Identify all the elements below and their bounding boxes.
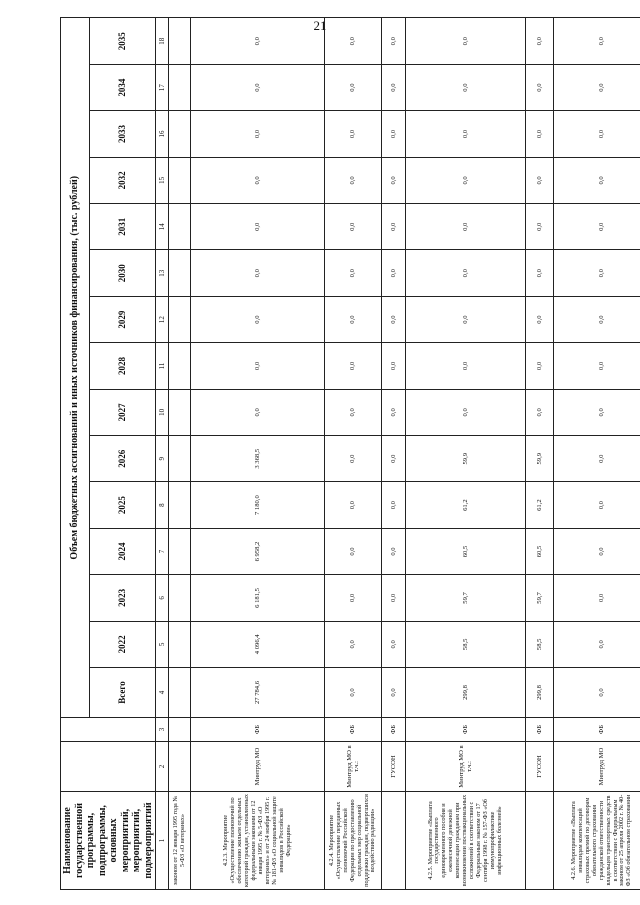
value-cell: 0,0 [382,296,406,342]
value-cell [169,389,191,435]
value-cell: 0,0 [406,250,526,296]
value-cell: 0,0 [325,111,382,157]
value-cell: 0,0 [325,296,382,342]
value-cell: 0,0 [526,18,554,64]
row-responsible-cell: ГУСОН [382,742,406,792]
value-cell: 0,0 [382,575,406,621]
row-name-cell [382,792,406,890]
value-cell: 0,0 [191,18,325,64]
value-cell: 0,0 [554,296,640,342]
row-source-cell: ФБ [406,718,526,742]
header-year: 2023 [89,575,155,621]
value-cell: 0,0 [382,111,406,157]
value-cell: 0,0 [325,157,382,203]
value-cell: 58,5 [406,621,526,667]
row-responsible-cell: Минтруд МО [191,742,325,792]
value-cell: 0,0 [406,157,526,203]
row-source-cell: ФБ [325,718,382,742]
value-cell: 0,0 [406,111,526,157]
value-cell: 0,0 [325,389,382,435]
value-cell: 0,0 [554,64,640,110]
table-row [191,18,325,890]
financing-table-container [60,18,633,890]
value-cell: 0,0 [554,482,640,528]
value-cell [169,621,191,667]
page-number: 21 [313,18,327,33]
row-responsible-cell: Минтруд МО в т.ч.: [325,742,382,792]
value-cell: 0,0 [325,204,382,250]
value-cell: 0,0 [191,157,325,203]
value-cell: 0,0 [382,250,406,296]
header-total: Всего [89,668,155,718]
column-number: 5 [156,621,169,667]
value-cell: 61,2 [526,482,554,528]
value-cell: 299,8 [526,668,554,718]
value-cell [169,343,191,389]
header-year: 2025 [89,482,155,528]
value-cell: 0,0 [325,343,382,389]
column-number: 12 [156,296,169,342]
value-cell [169,575,191,621]
column-number: 16 [156,111,169,157]
value-cell: 0,0 [325,64,382,110]
column-number: 6 [156,575,169,621]
value-cell: 0,0 [526,157,554,203]
header-year: 2032 [89,157,155,203]
value-cell: 0,0 [382,64,406,110]
row-name-cell: 4.2.5. Мероприятие «Выплата государственного единовременного пособия и ежемесячной денежной компенсации гражданам при возникновении поствакцинальных осложнений в соответствии с Федеральным законом от 17 сентября 1998 г. № 157-ФЗ «Об иммунопрофилактике инфекционных болезней» [406,792,526,890]
value-cell: 0,0 [191,250,325,296]
value-cell [169,18,191,64]
table-row [382,18,406,890]
column-number: 18 [156,18,169,64]
row-source-cell [169,718,191,742]
column-number: 13 [156,250,169,296]
value-cell: 0,0 [382,343,406,389]
value-cell: 59,7 [406,575,526,621]
value-cell: 60,5 [526,528,554,574]
value-cell: 0,0 [325,436,382,482]
value-cell: 59,9 [406,436,526,482]
header-year: 2033 [89,111,155,157]
value-cell: 0,0 [554,157,640,203]
row-source-cell: ФБ [526,718,554,742]
column-number: 17 [156,64,169,110]
header-responsible-column [61,742,156,792]
value-cell: 6 958,2 [191,528,325,574]
value-cell: 0,0 [554,528,640,574]
column-number: 2 [156,742,169,792]
value-cell: 0,0 [406,204,526,250]
value-cell [169,250,191,296]
table-body [169,18,640,890]
value-cell: 0,0 [191,343,325,389]
header-year: 2030 [89,250,155,296]
value-cell: 0,0 [325,250,382,296]
value-cell: 0,0 [406,296,526,342]
value-cell: 59,7 [526,575,554,621]
value-cell: 6 181,5 [191,575,325,621]
value-cell [169,528,191,574]
value-cell: 0,0 [406,18,526,64]
row-responsible-cell: ГУСОН [526,742,554,792]
header-row-1 [61,18,90,890]
row-name-cell [526,792,554,890]
value-cell: 0,0 [191,64,325,110]
value-cell: 0,0 [382,482,406,528]
value-cell: 0,0 [554,250,640,296]
column-number: 7 [156,528,169,574]
value-cell: 0,0 [325,528,382,574]
row-responsible-cell [169,742,191,792]
header-year: 2024 [89,528,155,574]
value-cell [169,111,191,157]
column-number: 15 [156,157,169,203]
value-cell: 0,0 [526,389,554,435]
value-cell: 0,0 [191,111,325,157]
value-cell: 0,0 [382,668,406,718]
column-number: 14 [156,204,169,250]
value-cell: 0,0 [554,343,640,389]
value-cell [169,482,191,528]
value-cell: 0,0 [554,389,640,435]
value-cell: 0,0 [526,64,554,110]
header-year: 2022 [89,621,155,667]
value-cell: 0,0 [325,575,382,621]
value-cell [169,204,191,250]
financing-table [60,17,640,890]
header-year: 2029 [89,296,155,342]
value-cell: 4 096,4 [191,621,325,667]
value-cell: 0,0 [406,64,526,110]
column-number: 4 [156,668,169,718]
value-cell: 299,8 [406,668,526,718]
value-cell: 0,0 [191,204,325,250]
value-cell: 0,0 [406,389,526,435]
value-cell: 60,5 [406,528,526,574]
value-cell: 0,0 [382,204,406,250]
column-number: 9 [156,436,169,482]
column-number-row [156,18,169,890]
value-cell [169,296,191,342]
header-volume-title: Объем бюджетных ассигнований и иных источников финансирования, (тыс. рублей) [61,18,90,718]
table-row [169,18,191,890]
value-cell: 0,0 [325,18,382,64]
column-number: 10 [156,389,169,435]
value-cell: 0,0 [554,18,640,64]
row-responsible-cell: Минтруд МО [554,742,640,792]
value-cell: 0,0 [554,621,640,667]
value-cell: 0,0 [526,111,554,157]
header-year: 2027 [89,389,155,435]
value-cell: 0,0 [554,668,640,718]
table-row [554,18,640,890]
header-name-column: Наименование государственной программы, подпрограммы, основных мероприятий, мероприятий, подмероприятий [61,792,156,890]
row-source-cell: ФБ [554,718,640,742]
row-source-cell: ФБ [191,718,325,742]
header-year: 2028 [89,343,155,389]
value-cell: 0,0 [325,668,382,718]
header-year: 2035 [89,18,155,64]
value-cell: 0,0 [382,389,406,435]
value-cell: 27 784,6 [191,668,325,718]
value-cell: 0,0 [191,296,325,342]
value-cell: 0,0 [526,204,554,250]
value-cell: 7 180,0 [191,482,325,528]
value-cell [169,64,191,110]
value-cell: 0,0 [382,528,406,574]
value-cell [169,157,191,203]
value-cell: 0,0 [382,18,406,64]
header-year: 2026 [89,436,155,482]
value-cell: 0,0 [526,343,554,389]
row-name-cell: 4.2.3. Мероприятие «Осуществление полномочий по обеспечению жильем отдельных категорий граждан, установленных федеральными законами от 12 января 1995 г. № 5-ФЗ «О ветеранах» и от 24 ноября 1995 г. № 181-ФЗ «О социальной защите инвалидов в Российской Федерации» [191,792,325,890]
value-cell: 0,0 [554,204,640,250]
row-name-cell: законом от 12 января 1995 года № 5-ФЗ «О ветеранах» [169,792,191,890]
value-cell: 0,0 [191,389,325,435]
column-number: 1 [156,792,169,890]
header-source-column [61,718,156,742]
value-cell: 0,0 [554,436,640,482]
table-row [526,18,554,890]
value-cell: 0,0 [526,250,554,296]
value-cell: 3 368,5 [191,436,325,482]
value-cell: 61,2 [406,482,526,528]
column-number: 3 [156,718,169,742]
value-cell: 0,0 [554,111,640,157]
value-cell: 0,0 [382,436,406,482]
value-cell: 0,0 [325,482,382,528]
value-cell: 0,0 [382,157,406,203]
value-cell [169,668,191,718]
value-cell: 0,0 [406,343,526,389]
value-cell [169,436,191,482]
table-row [406,18,526,890]
value-cell: 0,0 [382,621,406,667]
value-cell: 59,9 [526,436,554,482]
value-cell: 58,5 [526,621,554,667]
value-cell: 0,0 [325,621,382,667]
row-source-cell: ФБ [382,718,406,742]
column-number: 11 [156,343,169,389]
header-year: 2034 [89,64,155,110]
value-cell: 0,0 [526,296,554,342]
row-name-cell: 4.2.4. Мероприятие «Осуществление переданных полномочий Российской Федерации по предоставлению отдельных мер социальной поддержки граждан, подвергшихся воздействию радиации» [325,792,382,890]
header-year: 2031 [89,204,155,250]
value-cell: 0,0 [554,575,640,621]
column-number: 8 [156,482,169,528]
row-name-cell: 4.2.6. Мероприятие «Выплата инвалидам компенсаций страховых премий по договорам обязательного страхования гражданской ответственности владельцев транспортных средств в соответствии с Федеральным законом от 25 апреля 2002 г. № 40-ФЗ «Об обязательном страховании [554,792,640,890]
row-responsible-cell: Минтруд МО в т.ч.: [406,742,526,792]
table-row [325,18,382,890]
